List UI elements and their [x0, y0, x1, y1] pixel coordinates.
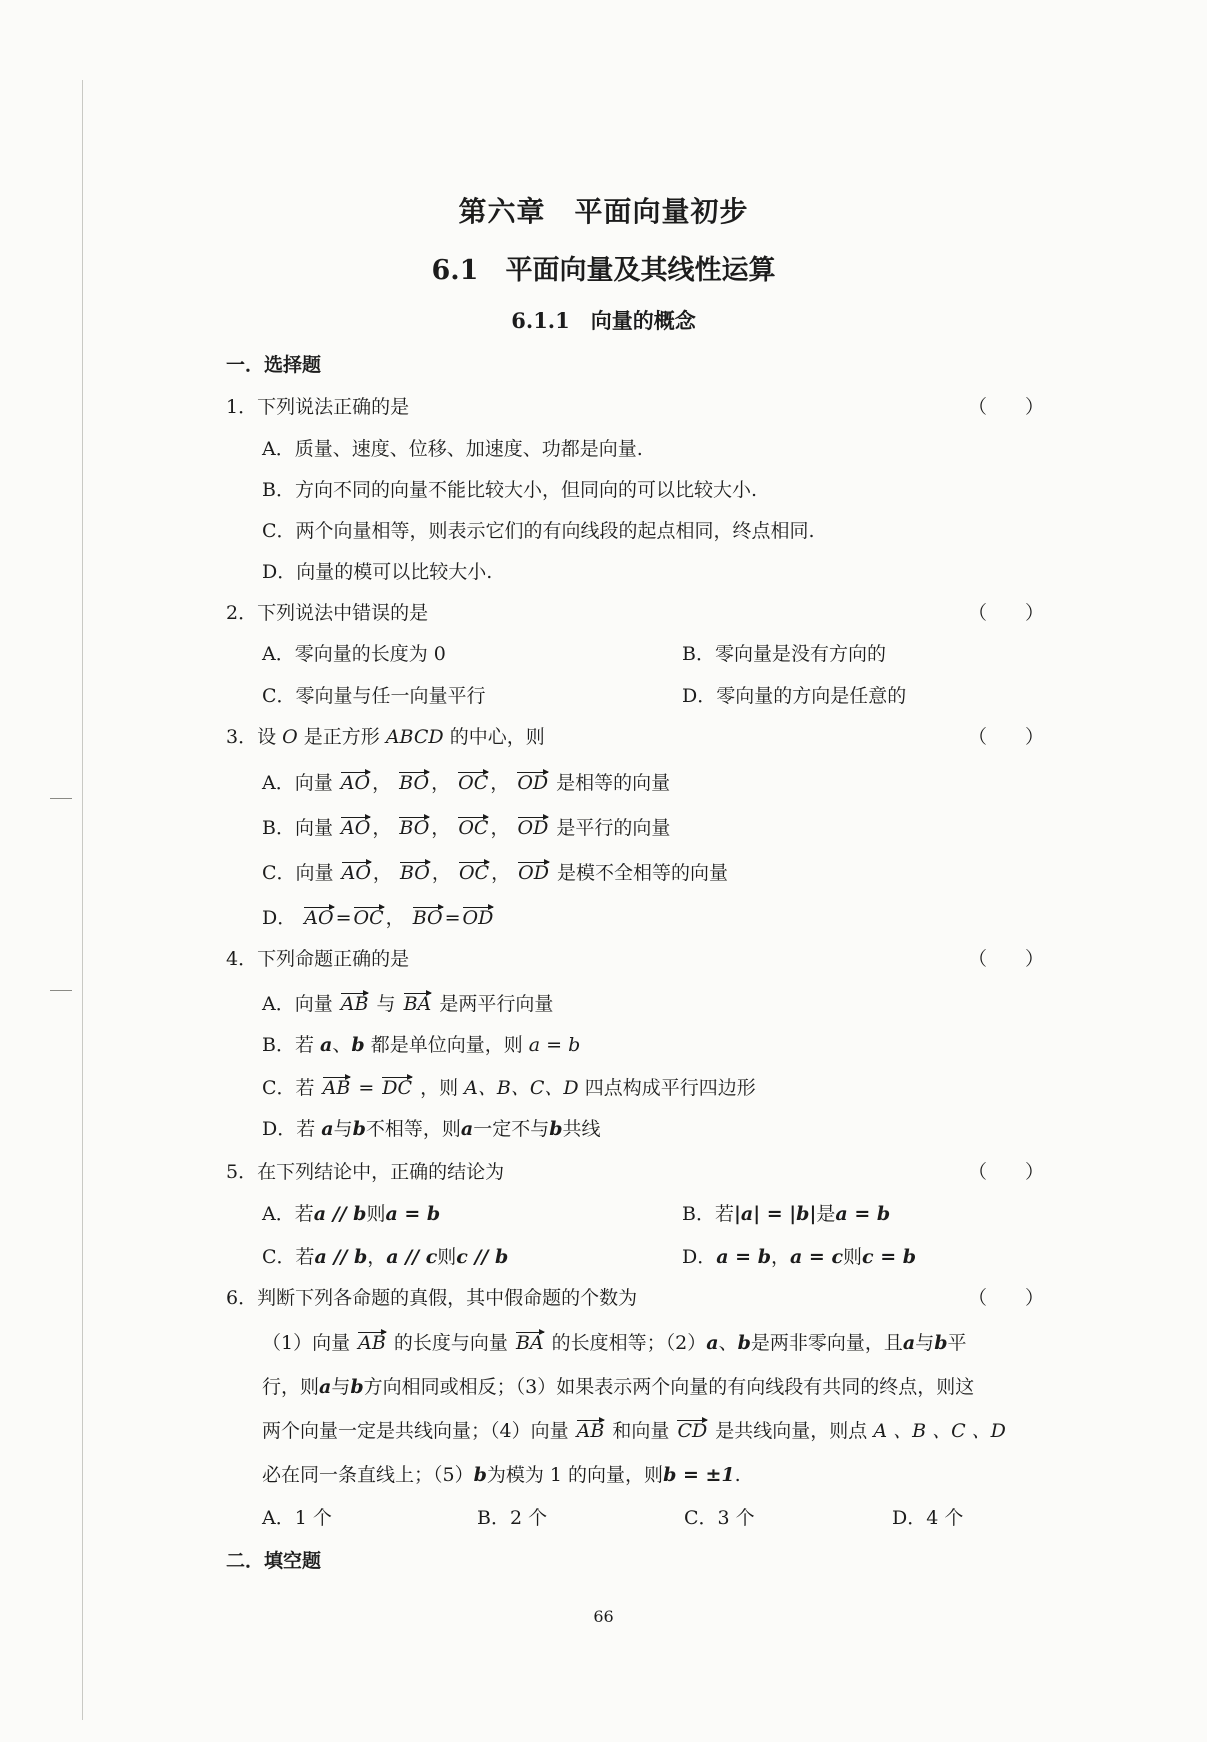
part-heading-choice: 一．选择题: [226, 354, 322, 376]
chapter-title: 第六章 平面向量初步: [458, 195, 749, 228]
q6-paragraph-line-4: 必在同一条直线上；（5）b为模为 1 的向量，则b = ±1.: [262, 1464, 741, 1486]
question-5-stem: 5．在下列结论中，正确的结论为: [226, 1161, 505, 1183]
question-6-stem: 6．判断下列各命题的真假，其中假命题的个数为: [226, 1287, 638, 1309]
q4-option-b: B．若 a、b 都是单位向量，则 a = b: [262, 1034, 581, 1056]
question-1-stem: 1．下列说法正确的是: [226, 396, 410, 418]
vector-bo: BO: [412, 907, 443, 929]
q2-option-c: C．零向量与任一向量平行: [262, 685, 486, 707]
question-2-stem: 2．下列说法中错误的是: [226, 602, 429, 624]
q6-option-b: B．2 个: [477, 1507, 548, 1529]
q5-option-d: D．a = b，a = c则c = b: [682, 1246, 917, 1268]
vector-bo: BO: [399, 862, 430, 884]
vector-ab: AB: [322, 1077, 351, 1099]
question-3-stem: 3．设 O 是正方形 ABCD 的中心，则: [226, 726, 545, 748]
vector-oc: OC: [458, 817, 489, 839]
vector-cd: CD: [677, 1420, 708, 1442]
q3-option-d: D． AO = OC ， BO = OD: [262, 907, 494, 929]
vector-ab: AB: [340, 993, 369, 1015]
q5-option-c: C．若a // b，a // c则c // b: [262, 1246, 509, 1268]
q4-option-d: D．若 a与b不相等，则a一定不与b共线: [262, 1118, 601, 1140]
q1-option-b: B．方向不同的向量不能比较大小，但同向的可以比较大小.: [262, 479, 758, 501]
q6-paragraph-line-3: 两个向量一定是共线向量；（4）向量 AB 和向量 CD 是共线向量，则点 A 、B 、C 、D: [262, 1420, 1006, 1442]
q5-option-a: A．若a // b则a = b: [262, 1203, 441, 1225]
answer-paren: （ ）: [968, 396, 1045, 418]
vector-od: OD: [517, 817, 549, 839]
vector-ao: AO: [304, 907, 334, 929]
section-title: 6.1 平面向量及其线性运算: [431, 255, 776, 286]
question-4-stem: 4．下列命题正确的是: [226, 948, 410, 970]
answer-paren: （ ）: [968, 948, 1045, 970]
q5-option-b: B．若|a| = |b|是a = b: [682, 1203, 891, 1225]
vector-ao: AO: [341, 817, 371, 839]
q6-paragraph-line-1: （1）向量 AB 的长度与向量 BA 的长度相等；（2）a、b是两非零向量，且a与b平: [262, 1332, 967, 1354]
vector-bo: BO: [399, 817, 430, 839]
q2-option-a: A．零向量的长度为 0: [262, 643, 446, 665]
part-heading-fill: 二．填空题: [226, 1550, 322, 1572]
vector-dc: DC: [382, 1077, 413, 1099]
vector-od: OD: [518, 862, 549, 884]
vector-ao: AO: [340, 772, 371, 794]
q3-option-b: B．向量 AO ， BO ， OC ， OD 是平行的向量: [262, 817, 671, 839]
vector-oc: OC: [458, 862, 490, 884]
vector-ba: BA: [403, 993, 432, 1015]
vector-ao: AO: [341, 862, 371, 884]
vector-ab: AB: [576, 1420, 605, 1442]
vector-ab: AB: [358, 1332, 386, 1354]
vector-ba: BA: [515, 1332, 544, 1354]
point-o: O: [282, 726, 298, 748]
q1-option-c: C．两个向量相等，则表示它们的有向线段的起点相同，终点相同.: [262, 520, 815, 542]
q3-option-a: A．向量 AO ， BO ， OC ， OD 是相等的向量: [262, 772, 671, 794]
vector-od: OD: [517, 772, 549, 794]
page-number: 66: [593, 1607, 614, 1626]
q4-option-a: A．向量 AB 与 BA 是两平行向量: [262, 993, 554, 1015]
answer-paren: （ ）: [968, 602, 1045, 624]
q6-option-a: A．1 个: [262, 1507, 332, 1529]
q2-option-b: B．零向量是没有方向的: [682, 643, 886, 665]
vector-bo: BO: [399, 772, 430, 794]
q1-option-a: A．质量、速度、位移、加速度、功都是向量.: [262, 438, 643, 460]
q6-paragraph-line-2: 行，则a与b方向相同或相反；（3）如果表示两个向量的有向线段有共同的终点，则这: [262, 1376, 975, 1398]
q6-option-c: C．3 个: [684, 1507, 755, 1529]
answer-paren: （ ）: [968, 1287, 1045, 1309]
vector-oc: OC: [353, 907, 384, 929]
answer-paren: （ ）: [968, 726, 1045, 748]
answer-paren: （ ）: [968, 1161, 1045, 1183]
square-abcd: ABCD: [385, 726, 444, 748]
vector-oc: OC: [458, 772, 489, 794]
q6-option-d: D．4 个: [892, 1507, 964, 1529]
q3-option-c: C．向量 AO ， BO ， OC ， OD 是模不全相等的向量: [262, 862, 728, 884]
q4-option-c: C．若 AB = DC ，则 A、B、C、D 四点构成平行四边形: [262, 1077, 756, 1099]
q2-option-d: D．零向量的方向是任意的: [682, 685, 907, 707]
q1-option-d: D．向量的模可以比较大小.: [262, 561, 493, 583]
subsection-title: 6.1.1 向量的概念: [511, 308, 696, 333]
vector-od: OD: [462, 907, 494, 929]
